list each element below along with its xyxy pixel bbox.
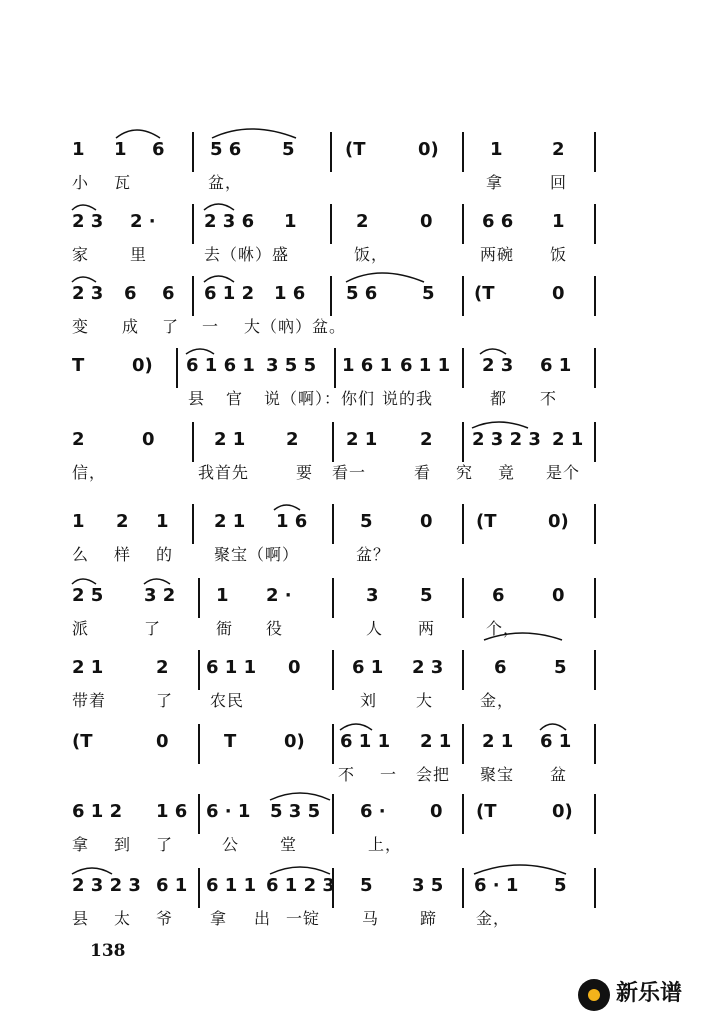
lyric: 瓦 <box>114 173 132 192</box>
lyric: 了 <box>156 691 174 710</box>
note: 6 <box>492 585 505 606</box>
lyrics-row <box>70 462 605 490</box>
lyric: 人 <box>366 619 384 638</box>
note: 2 3 6 <box>204 211 255 232</box>
notes-row <box>70 656 605 688</box>
lyric: 个， <box>486 619 521 638</box>
lyric: 县 <box>72 909 90 928</box>
note: 2 1 <box>72 657 104 678</box>
score-system <box>70 282 605 352</box>
lyric: 样 <box>114 545 132 564</box>
notes-row <box>70 210 605 242</box>
note: 3 5 <box>412 875 444 896</box>
barline <box>594 868 596 908</box>
site-logo <box>578 975 708 1015</box>
score-system <box>70 354 605 424</box>
barline <box>462 650 464 690</box>
lyric: 爷 <box>156 909 174 928</box>
note: 1 <box>552 211 565 232</box>
lyric: 究 <box>456 463 474 482</box>
note: 2 5 <box>72 585 104 606</box>
note: 1 <box>490 139 503 160</box>
note: 1 <box>72 139 85 160</box>
note: 2 <box>552 139 565 160</box>
note: 5 <box>554 657 567 678</box>
note: 2 <box>72 429 85 450</box>
barline <box>192 204 194 244</box>
note: T <box>72 355 85 376</box>
barline <box>462 204 464 244</box>
lyric: 一 <box>202 317 220 336</box>
lyric: 了 <box>156 835 174 854</box>
note: (T <box>474 283 495 304</box>
lyric: 变 <box>72 317 90 336</box>
lyric: 到 <box>114 835 132 854</box>
note: 0) <box>284 731 305 752</box>
barline <box>192 504 194 544</box>
notes-row <box>70 428 605 460</box>
note: (T <box>476 801 497 822</box>
note: 6 1 2 <box>72 801 123 822</box>
score-system <box>70 656 605 726</box>
barline <box>462 422 464 462</box>
note: 5 <box>360 875 373 896</box>
note: 6 1 2 3 <box>266 875 335 896</box>
note: 2 <box>356 211 369 232</box>
lyric: 拿 <box>210 909 228 928</box>
lyric: 是个 <box>546 463 581 482</box>
note: 2 <box>156 657 169 678</box>
note: 0 <box>552 283 565 304</box>
barline <box>594 204 596 244</box>
music-disc-icon <box>578 979 610 1011</box>
score-system <box>70 428 605 498</box>
note: (T <box>476 511 497 532</box>
note: 6 1 <box>352 657 384 678</box>
note: 2 · <box>266 585 292 606</box>
lyric: 都 <box>490 389 508 408</box>
score-system <box>70 874 605 944</box>
barline <box>192 422 194 462</box>
lyric: 县 <box>188 389 206 408</box>
note: 2 1 <box>214 429 246 450</box>
note: 6 1 1 <box>206 875 257 896</box>
lyric: 刘 <box>360 691 378 710</box>
score-system <box>70 210 605 280</box>
lyrics-row <box>70 244 605 272</box>
lyric: 太 <box>114 909 132 928</box>
note: 2 1 <box>214 511 246 532</box>
barline <box>334 348 336 388</box>
note: 0 <box>420 211 433 232</box>
note: 3 5 5 <box>266 355 317 376</box>
barline <box>192 276 194 316</box>
barline <box>330 132 332 172</box>
barline <box>332 794 334 834</box>
lyrics-row <box>70 388 605 416</box>
note: 2 1 <box>346 429 378 450</box>
note: 2 3 <box>412 657 444 678</box>
note: 6 6 <box>482 211 514 232</box>
note: 0) <box>552 801 573 822</box>
note: 1 <box>216 585 229 606</box>
barline <box>594 794 596 834</box>
lyric: 里 <box>130 245 148 264</box>
barline <box>462 132 464 172</box>
note: 0 <box>420 511 433 532</box>
lyric: 堂 <box>280 835 298 854</box>
note: 1 <box>114 139 127 160</box>
barline <box>332 650 334 690</box>
lyric: 说（啊）：你们 <box>264 389 376 408</box>
score-system <box>70 138 605 208</box>
lyric: 农民 <box>210 691 245 710</box>
note: 1 6 <box>276 511 308 532</box>
note: (T <box>72 731 93 752</box>
lyric: 金， <box>480 691 515 710</box>
note: 2 1 <box>420 731 452 752</box>
lyrics-row <box>70 764 605 792</box>
barline <box>462 724 464 764</box>
lyrics-row <box>70 316 605 344</box>
note: 5 6 <box>346 283 378 304</box>
note: 6 1 <box>540 355 572 376</box>
note: 6 <box>494 657 507 678</box>
lyric: 出 <box>254 909 272 928</box>
barline <box>594 276 596 316</box>
note: 1 6 <box>156 801 188 822</box>
note: 5 3 5 <box>270 801 321 822</box>
barline <box>330 204 332 244</box>
lyric: 么 <box>72 545 90 564</box>
barline <box>462 794 464 834</box>
notes-row <box>70 282 605 314</box>
barline <box>594 650 596 690</box>
lyric: 两 <box>418 619 436 638</box>
lyric: 了 <box>144 619 162 638</box>
note: 2 1 <box>482 731 514 752</box>
lyric: 的 <box>156 545 174 564</box>
lyric: 说的我 <box>382 389 434 408</box>
note: (T <box>345 139 366 160</box>
barline <box>330 276 332 316</box>
lyric: 要 <box>296 463 314 482</box>
note: 5 6 <box>210 139 242 160</box>
lyric: 小 <box>72 173 90 192</box>
lyric: 看 <box>414 463 432 482</box>
lyrics-row <box>70 172 605 200</box>
score-system <box>70 584 605 654</box>
lyric: 蹄 <box>420 909 438 928</box>
barline <box>332 724 334 764</box>
barline <box>462 276 464 316</box>
lyric: 家 <box>72 245 90 264</box>
note: 5 <box>360 511 373 532</box>
lyrics-row <box>70 834 605 862</box>
note: 0 <box>156 731 169 752</box>
lyric: 大 <box>416 691 434 710</box>
lyric: 饭， <box>354 245 389 264</box>
barline <box>594 504 596 544</box>
lyric: 不 <box>338 765 356 784</box>
lyric: 大（吶）盆。 <box>244 317 347 336</box>
lyric: 会把 <box>416 765 451 784</box>
note: 5 <box>422 283 435 304</box>
notes-row <box>70 730 605 762</box>
notes-row <box>70 354 605 386</box>
barline <box>594 348 596 388</box>
note: 0 <box>142 429 155 450</box>
note: 6 <box>162 283 175 304</box>
note: 2 3 <box>72 211 104 232</box>
lyric: 公 <box>222 835 240 854</box>
lyric: 两碗 <box>480 245 515 264</box>
lyric: 聚宝（啊） <box>214 545 300 564</box>
lyric: 拿 <box>486 173 504 192</box>
note: 1 6 1 <box>342 355 393 376</box>
barline <box>332 868 334 908</box>
barline <box>462 868 464 908</box>
note: 6 <box>152 139 165 160</box>
note: 5 <box>282 139 295 160</box>
note: 2 3 2 3 <box>472 429 541 450</box>
lyric: 一锭 <box>286 909 321 928</box>
barline <box>332 504 334 544</box>
note: 6 1 <box>540 731 572 752</box>
lyric: 役 <box>266 619 284 638</box>
note: 2 <box>420 429 433 450</box>
barline <box>462 348 464 388</box>
note: 0 <box>552 585 565 606</box>
note: 6 1 1 <box>206 657 257 678</box>
lyric: 盆 <box>550 765 568 784</box>
note: 6 1 2 <box>204 283 255 304</box>
lyric: 回 <box>550 173 568 192</box>
barline <box>332 422 334 462</box>
note: 0) <box>418 139 439 160</box>
note: 6 · 1 <box>206 801 251 822</box>
note: 1 <box>284 211 297 232</box>
barline <box>332 578 334 618</box>
barline <box>594 578 596 618</box>
score-system <box>70 800 605 870</box>
barline <box>192 132 194 172</box>
lyric: 成 <box>122 317 140 336</box>
note: 0 <box>288 657 301 678</box>
note: 5 <box>554 875 567 896</box>
note: 6 1 1 <box>400 355 451 376</box>
note: 2 1 <box>552 429 584 450</box>
lyrics-row <box>70 908 605 936</box>
barline <box>198 868 200 908</box>
notes-row <box>70 510 605 542</box>
note: 6 · <box>360 801 386 822</box>
lyric: 马 <box>362 909 380 928</box>
barline <box>198 578 200 618</box>
note: 3 2 <box>144 585 176 606</box>
barline <box>198 650 200 690</box>
note: 2 3 <box>72 283 104 304</box>
slur-mark <box>116 130 160 138</box>
lyric: 拿 <box>72 835 90 854</box>
note: 6 1 <box>156 875 188 896</box>
lyric: 竟 <box>498 463 516 482</box>
notes-row <box>70 584 605 616</box>
lyric: 饭 <box>550 245 568 264</box>
lyric: 盆， <box>208 173 243 192</box>
lyric: 了 <box>162 317 180 336</box>
lyric: 信， <box>72 463 107 482</box>
lyric: 我首先 <box>198 463 250 482</box>
lyric: 金， <box>476 909 511 928</box>
note: 6 · 1 <box>474 875 519 896</box>
lyric: 上， <box>368 835 403 854</box>
note: 1 <box>156 511 169 532</box>
note: 1 6 <box>274 283 306 304</box>
note: 6 1 1 <box>340 731 391 752</box>
lyric: 聚宝 <box>480 765 515 784</box>
score-system <box>70 730 605 800</box>
note: 2 <box>116 511 129 532</box>
lyric: 派 <box>72 619 90 638</box>
lyric: 一 <box>380 765 398 784</box>
lyric: 官 <box>226 389 244 408</box>
lyric: 衙 <box>216 619 234 638</box>
score-system <box>70 510 605 580</box>
note: 2 3 <box>482 355 514 376</box>
barline <box>594 422 596 462</box>
note: T <box>224 731 237 752</box>
lyric: 盆？ <box>356 545 391 564</box>
lyrics-row <box>70 544 605 572</box>
logo-text: 新乐谱 <box>616 981 683 1006</box>
lyric: 不 <box>540 389 558 408</box>
lyrics-row <box>70 618 605 646</box>
note: 6 1 6 1 <box>186 355 255 376</box>
lyrics-row <box>70 690 605 718</box>
barline <box>176 348 178 388</box>
note: 2 <box>286 429 299 450</box>
note: 1 <box>72 511 85 532</box>
note: 5 <box>420 585 433 606</box>
note: 2 3 2 3 <box>72 875 141 896</box>
barline <box>462 504 464 544</box>
lyric: 去（咻）盛 <box>204 245 290 264</box>
barline <box>594 724 596 764</box>
lyric: 看一 <box>332 463 367 482</box>
notes-row <box>70 800 605 832</box>
note: 0) <box>548 511 569 532</box>
note: 2 · <box>130 211 156 232</box>
note: 6 <box>124 283 137 304</box>
barline <box>462 578 464 618</box>
barline <box>198 724 200 764</box>
notes-row <box>70 138 605 170</box>
lyric: 带着 <box>72 691 107 710</box>
barline <box>198 794 200 834</box>
note: 0) <box>132 355 153 376</box>
notes-row <box>70 874 605 906</box>
note: 0 <box>430 801 443 822</box>
page-number: 138 <box>90 941 126 961</box>
note: 3 <box>366 585 379 606</box>
barline <box>594 132 596 172</box>
slur-mark <box>212 129 296 138</box>
